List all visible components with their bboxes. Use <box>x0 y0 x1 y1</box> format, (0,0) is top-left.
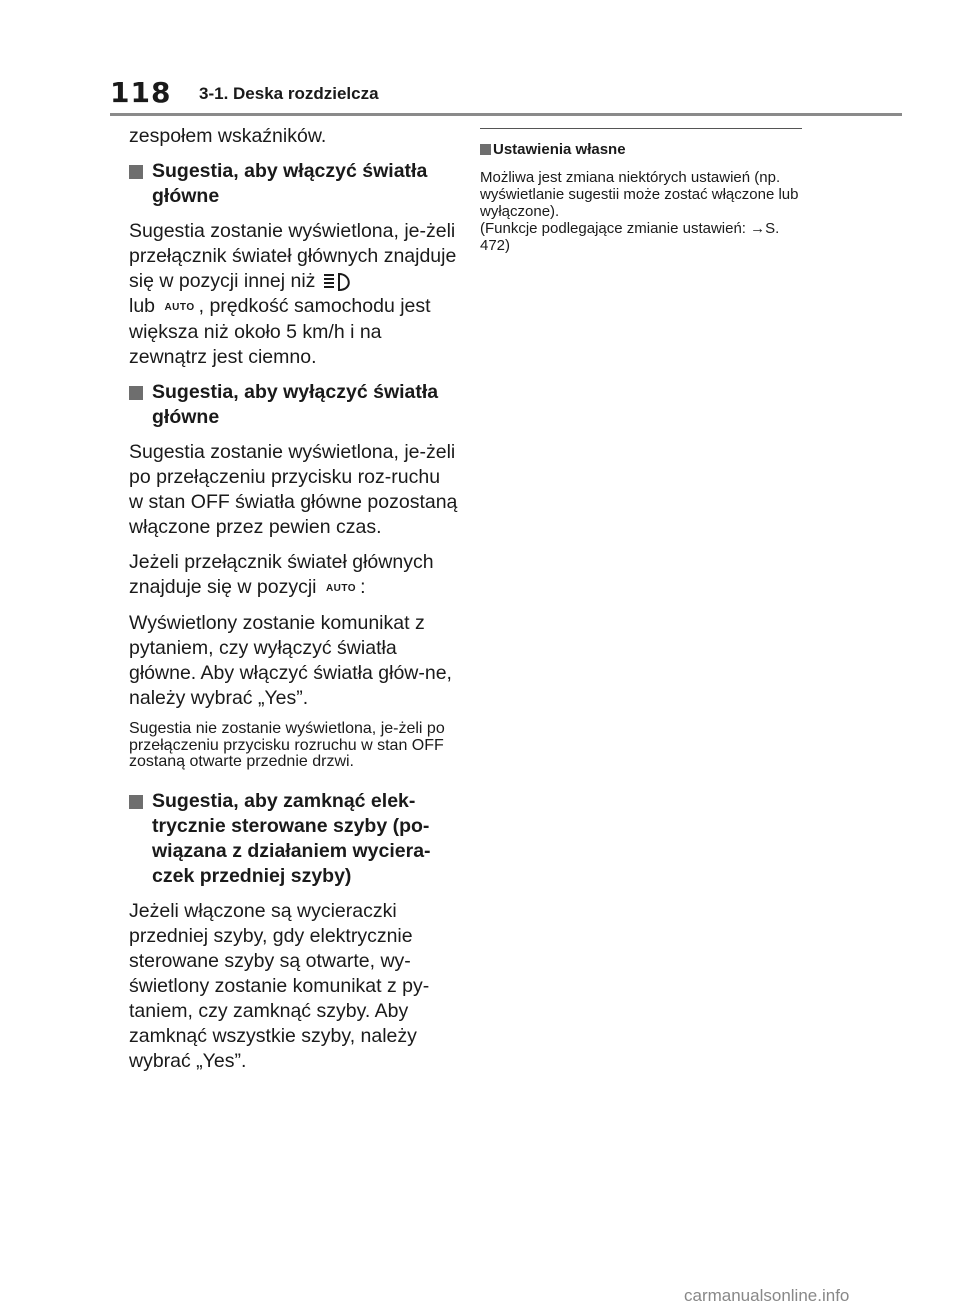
bullet-square-icon <box>480 144 491 155</box>
heading-text: Sugestia, aby włączyć światła główne <box>152 160 428 207</box>
heading-close-windows <box>129 789 459 889</box>
heading-turn-on-lights <box>129 159 459 209</box>
paragraph-turn-off-lights: Sugestia zostanie wyświetlona, je-żeli po przełączeniu przycisku roz-ruchu w stan OFF światła główne pozostaną włączone przez pewien czas. <box>129 441 458 538</box>
paragraph-close-windows: Jeżeli włączone są wycieraczki przedniej szyby, gdy elektrycznie sterowane szyby są otwarte, wy-świetlony zostanie komunikat z py-taniem, czy zamknąć szyby. Aby zamknąć wszystkie szyby, należy wybrać „Yes”. <box>129 899 430 1072</box>
paragraph-settings-reference: (Funkcje podlegające zmianie ustawień: →S. 472) <box>480 220 780 254</box>
bullet-square-icon <box>129 386 143 400</box>
section-title: 3-1. Deska rozdzielcza <box>199 84 379 103</box>
paragraph-turn-on-lights <box>129 219 459 370</box>
right-divider <box>480 128 802 129</box>
paragraph-text: , prędkość samochodu jest większa niż około 5 km/h i na zewnątrz jest ciemno. <box>129 295 431 368</box>
watermark: carmanualsonline.info <box>684 1286 850 1305</box>
headlight-icon <box>321 271 355 293</box>
paragraph-text: : <box>360 576 366 598</box>
paragraph-text: Sugestia zostanie wyświetlona, je-żeli przełącznik świateł głównych znajduje się w pozycji innej niż <box>129 220 457 292</box>
paragraph-text-prefix: lub <box>129 295 156 317</box>
heading-turn-off-lights <box>129 380 459 430</box>
paragraph-custom-settings: Możliwa jest zmiana niektórych ustawień (np. wyświetlanie sugestii może zostać włączone lub wyłączone). <box>480 169 799 220</box>
bullet-square-icon <box>129 795 143 809</box>
paragraph-intro: zespołem wskaźników. <box>129 125 327 147</box>
paragraph-auto-position <box>129 550 459 601</box>
left-column <box>129 124 459 1084</box>
note-small: Sugestia nie zostanie wyświetlona, je-żeli po przełączeniu przycisku rozruchu w stan OFF zostaną otwarte przednie drzwi. <box>129 720 445 770</box>
heading-text: Sugestia, aby wyłączyć światła główne <box>152 381 439 428</box>
heading-text: Sugestia, aby zamknąć elek-trycznie sterowane szyby (po-wiązana z działaniem wyciera-czek przedniej szyby) <box>152 789 431 887</box>
header-divider <box>110 113 902 116</box>
paragraph-text: Jeżeli przełącznik świateł głównych znajduje się w pozycji <box>129 551 434 598</box>
page-number: 118 <box>110 76 172 109</box>
page-header <box>0 0 960 120</box>
heading-text: Ustawienia własne <box>493 141 626 158</box>
heading-custom-settings <box>480 141 805 159</box>
paragraph-message: Wyświetlony zostanie komunikat z pytaniem, czy wyłączyć światła główne. Aby włączyć światła głów-ne, należy wybrać „Yes”. <box>129 612 452 709</box>
right-column <box>480 128 805 254</box>
bullet-square-icon <box>129 165 143 179</box>
auto-icon: AUTO <box>325 583 357 594</box>
auto-icon: AUTO <box>164 302 195 313</box>
